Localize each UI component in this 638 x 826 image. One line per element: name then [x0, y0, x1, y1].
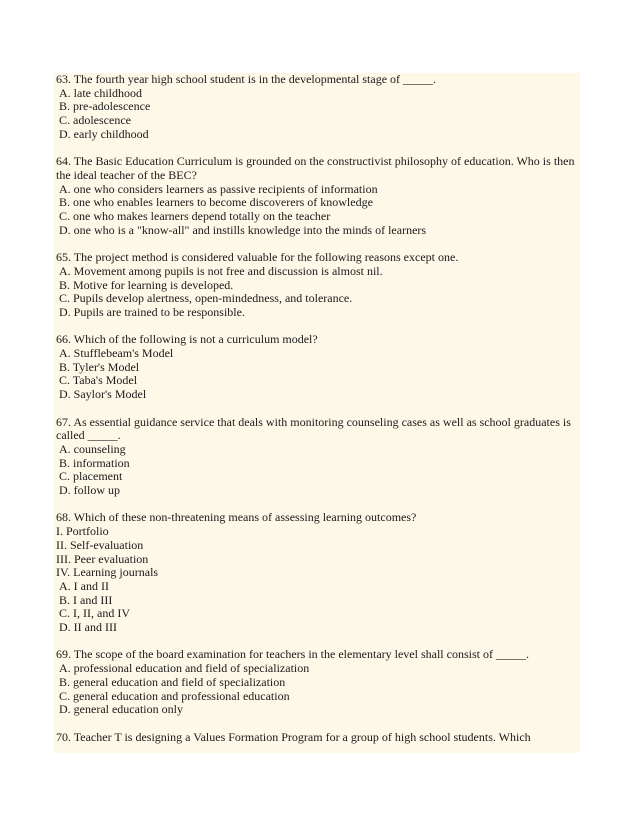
answer-option: A. Stufflebeam's Model: [59, 346, 174, 361]
answer-option: C. placement: [59, 469, 123, 484]
answer-option: C. Taba's Model: [59, 373, 138, 388]
question-stem: 66. Which of the following is not a curriculum model?: [56, 332, 318, 347]
answer-option: A. counseling: [59, 441, 126, 456]
answer-option: B. pre-adolescence: [59, 99, 151, 114]
question-67: [56, 416, 580, 498]
answer-option: D. Saylor's Model: [59, 387, 147, 402]
answer-option: B. information: [59, 455, 130, 470]
answer-option: C. one who makes learners depend totally on the teacher: [59, 209, 331, 224]
answer-option: D. one who is a "know-all" and instills knowledge into the minds of learners: [59, 222, 427, 237]
answer-option: B. general education and field of specialization: [59, 674, 286, 689]
answer-option: A. Movement among pupils is not free and discussion is almost nil.: [59, 263, 383, 278]
question-68: [56, 511, 580, 634]
answer-option: A. professional education and field of specialization: [59, 661, 310, 676]
answer-option: D. follow up: [59, 483, 120, 498]
answer-option: B. I and III: [59, 592, 113, 607]
answer-option: B. one who enables learners to become discoverers of knowledge: [59, 195, 373, 210]
question-item: III. Peer evaluation: [56, 551, 149, 566]
answer-option: D. early childhood: [59, 126, 149, 141]
question-stem: 69. The scope of the board examination for teachers in the elementary level shall consist of _____.: [56, 647, 529, 662]
question-stem: 67. As essential guidance service that deals with monitoring counseling cases as well as school graduates is called _____.: [56, 414, 571, 443]
question-stem: 70. Teacher T is designing a Values Formation Program for a group of high school students. Which: [56, 729, 531, 744]
question-65: [56, 251, 580, 320]
question-70: [56, 731, 580, 745]
question-item: I. Portfolio: [56, 524, 109, 539]
answer-option: A. late childhood: [59, 85, 142, 100]
question-66: [56, 333, 580, 402]
question-item: IV. Learning journals: [56, 565, 159, 580]
question-64: [56, 155, 580, 237]
question-69: [56, 648, 580, 717]
question-63: [56, 73, 580, 142]
answer-option: C. Pupils develop alertness, open-mindedness, and tolerance.: [59, 291, 353, 306]
document-page: [54, 73, 580, 753]
answer-option: A. one who considers learners as passive recipients of information: [59, 181, 378, 196]
answer-option: C. general education and professional education: [59, 688, 290, 703]
answer-option: C. I, II, and IV: [59, 606, 130, 621]
answer-option: D. general education only: [59, 702, 183, 717]
question-item: II. Self-evaluation: [56, 537, 144, 552]
answer-option: D. Pupils are trained to be responsible.: [59, 304, 245, 319]
question-list: [54, 73, 580, 744]
question-stem: 65. The project method is considered valuable for the following reasons except one.: [56, 250, 459, 265]
answer-option: C. adolescence: [59, 113, 131, 128]
question-stem: 64. The Basic Education Curriculum is grounded on the constructivist philosophy of education. Who is then the ideal teacher of the BEC?: [56, 154, 575, 182]
answer-option: B. Tyler's Model: [59, 359, 140, 374]
question-stem: 68. Which of these non-threatening means of assessing learning outcomes?: [56, 510, 417, 525]
answer-option: D. II and III: [59, 620, 117, 635]
answer-option: B. Motive for learning is developed.: [59, 277, 234, 292]
question-stem: 63. The fourth year high school student is in the developmental stage of _____.: [56, 73, 437, 86]
answer-option: A. I and II: [59, 578, 109, 593]
